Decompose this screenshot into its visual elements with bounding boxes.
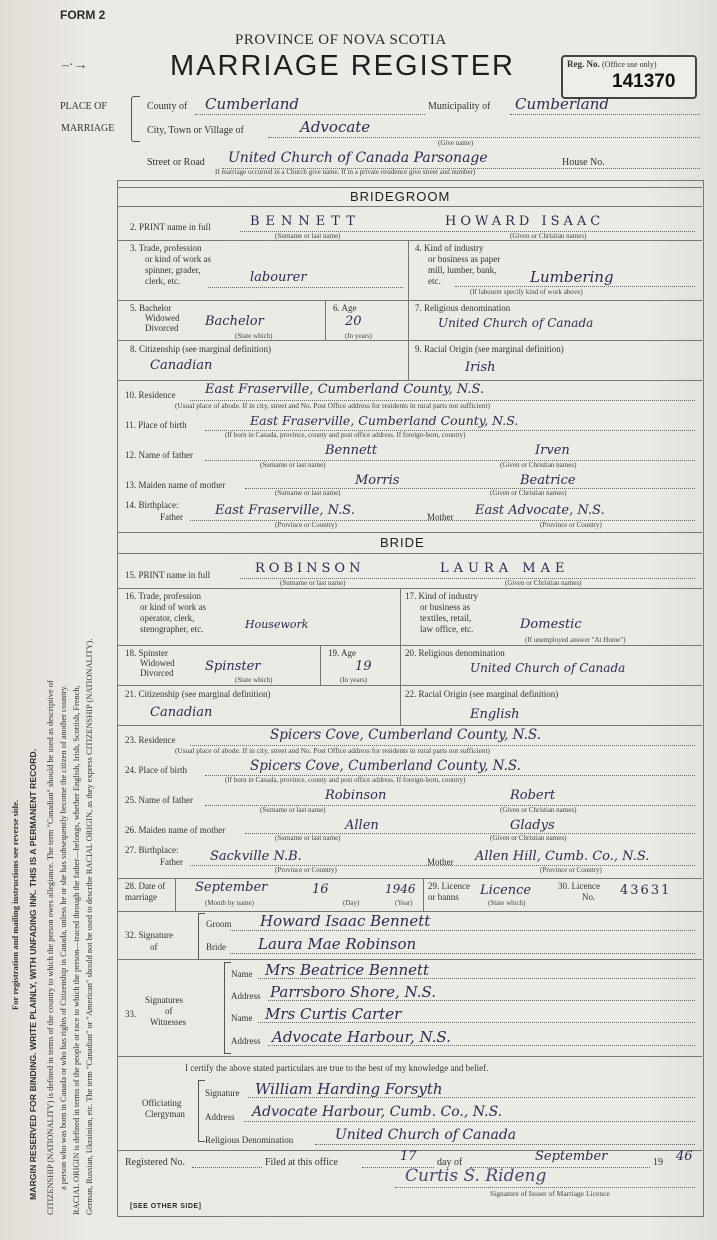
given-note: (Given or Christian names) [490, 489, 567, 497]
field-4-label-3: mill, lumber, bank, [428, 265, 497, 275]
line [244, 1121, 695, 1122]
rule [408, 340, 409, 380]
rule [400, 685, 401, 725]
field-4-label-2: or business as paper [428, 254, 501, 264]
field-26-label: 26. Maiden name of mother [125, 825, 226, 835]
field-15-label: 15. PRINT name in full [125, 570, 211, 580]
years-note: (In years) [345, 332, 373, 340]
field-19-label: 19. Age [328, 648, 356, 658]
birth-note: (If born in Canada, province, county and post office address. If foreign-born, country) [225, 776, 466, 784]
birth-note: (If born in Canada, province, county and post office address. If foreign-born, country) [225, 431, 466, 439]
sidebar-line-5: RACIAL ORIGIN is defined in terms of the people or race to which the person—traced through the father—belongs, whether English, Irish, Scottish, French, [72, 685, 81, 1215]
groom-age: 20 [345, 314, 362, 329]
bride-industry: Domestic [520, 617, 582, 632]
month-note: (Month by name) [205, 899, 254, 907]
witness1-name-label: Name [231, 969, 253, 979]
place-of-label: PLACE OF [60, 101, 107, 112]
rule [118, 532, 702, 533]
certify-statement: I certify the above stated particulars are true to the best of my knowledge and belief. [185, 1063, 489, 1073]
given-note: (Given or Christian names) [505, 579, 582, 587]
officiating-label-2: Clergyman [145, 1109, 185, 1119]
field-22-label: 22. Racial Origin (see marginal definition) [405, 689, 559, 699]
unemployed-note: (If unemployed answer "At Home") [525, 636, 626, 644]
bride-father-birth: Sackville N.B. [210, 849, 302, 864]
rule [118, 959, 702, 960]
clergy-address: Advocate Harbour, Cumb. Co., N.S. [252, 1104, 503, 1120]
groom-residence: East Fraserville, Cumberland County, N.S. [205, 382, 485, 397]
witness2-address: Advocate Harbour, N.S. [272, 1028, 451, 1046]
line [230, 930, 695, 931]
rule [118, 240, 702, 241]
field-30-label-2: No. [582, 892, 596, 902]
field-16-label-3: operator, clerk, [140, 613, 195, 623]
groom-trade: labourer [250, 270, 307, 285]
rule [118, 553, 702, 554]
witness2-address-label: Address [231, 1036, 261, 1046]
filed-year: 46 [676, 1149, 693, 1164]
bride-father-surname: Robinson [325, 788, 387, 803]
field-9-label: 9. Racial Origin (see marginal definition) [415, 344, 564, 354]
given-note: (Given or Christian names) [500, 461, 577, 469]
field-24-label: 24. Place of birth [125, 765, 187, 775]
rule [175, 878, 176, 911]
groom-industry: Lumbering [530, 268, 614, 286]
sidebar-line-3: CITIZENSHIP (NATIONALITY) is defined in terms of the country to which the person owes allegiance. The term "Canadian" should be used as descriptive of [46, 680, 55, 1215]
field-16-label-1: 16. Trade, profession [125, 591, 201, 601]
given-note: (Given or Christian names) [510, 232, 587, 240]
rule [118, 725, 702, 726]
rule [320, 645, 321, 685]
groom-mother-birth: East Advocate, N.S. [475, 503, 605, 518]
line [455, 286, 695, 287]
field-28-label-2: marriage [125, 892, 157, 902]
field-20-label: 20. Religious denomination [405, 648, 505, 658]
place-bracket [131, 96, 140, 142]
witness2-name-label: Name [231, 1013, 253, 1023]
father-label: Father [160, 512, 183, 522]
line [192, 1167, 262, 1168]
groom-surname: BENNETT [250, 214, 361, 229]
field-23-label: 23. Residence [125, 735, 176, 745]
municipality-label: Municipality of [428, 101, 491, 112]
clergy-signature: William Harding Forsyth [255, 1080, 443, 1098]
field-8-label: 8. Citizenship (see marginal definition) [130, 344, 272, 354]
groom-sig-label: Groom [206, 919, 232, 929]
field-32-label: 32. Signature [125, 930, 173, 940]
bride-mother-surname: Allen [345, 818, 379, 833]
clergy-religion-label: Religious Denomination [205, 1135, 294, 1145]
field-4-label-4: etc. [428, 276, 441, 286]
marriage-label: MARRIAGE [61, 123, 115, 134]
given-note: (Given or Christian names) [500, 806, 577, 814]
given-note: (Given or Christian names) [490, 834, 567, 842]
sidebar-line-1: For registration and mailing instructions see reverse side. [10, 799, 20, 1010]
marriage-year: 1946 [385, 882, 416, 896]
filed-day: 17 [400, 1149, 417, 1164]
surname-note: (Surname or last name) [275, 232, 341, 240]
rule [118, 380, 702, 381]
industry-note: (If labourer specify kind of work above) [470, 288, 583, 296]
street-value: United Church of Canada Parsonage [228, 150, 488, 166]
bride-mother-birth: Allen Hill, Cumb. Co., N.S. [475, 849, 650, 864]
line [395, 1187, 695, 1188]
father-label: Father [160, 857, 183, 867]
field-7-label: 7. Religious denomination [415, 303, 511, 313]
day-note: (Day) [343, 899, 360, 907]
rule [118, 645, 702, 646]
years-note: (In years) [340, 676, 368, 684]
field-5-label-2: Widowed [145, 313, 180, 323]
county-value: Cumberland [205, 95, 300, 113]
bride-given: LAURA MAE [440, 561, 570, 576]
bride-sig-label: Bride [206, 942, 226, 952]
rule [118, 206, 702, 207]
bride-mother-given: Gladys [510, 818, 555, 833]
reg-note: (Office use only) [602, 60, 657, 69]
field-17-label-3: textiles, retail, [420, 613, 472, 623]
field-10-label: 10. Residence [125, 390, 176, 400]
county-label: County of [147, 101, 188, 112]
clergy-sig-label: Signature [205, 1088, 240, 1098]
field-13-label: 13. Maiden name of mother [125, 480, 226, 490]
groom-birthplace: East Fraserville, Cumberland County, N.S. [250, 413, 519, 428]
bride-surname: ROBINSON [255, 561, 365, 576]
form-number: FORM 2 [60, 8, 106, 22]
bridegroom-heading: BRIDEGROOM [350, 189, 451, 204]
rule [118, 588, 702, 589]
state-note: (State which) [235, 332, 273, 340]
bride-birthplace: Spicers Cove, Cumberland County, N.S. [250, 758, 521, 774]
city-value: Advocate [300, 118, 371, 136]
licence-type: Licence [480, 883, 532, 898]
rule [118, 300, 702, 301]
rule [325, 300, 326, 340]
issuer-label: Signature of Issuer of Marriage Licence [490, 1189, 610, 1198]
line [258, 1022, 695, 1023]
residence-note: (Usual place of abode. If in city, street and No. Post Office address for residents in rural parts not sufficient) [175, 746, 490, 755]
witnesses-label-2: of [165, 1006, 173, 1016]
line [268, 1045, 695, 1046]
witnesses-label-3: Witnesses [150, 1017, 187, 1027]
prov-note: (Province or Country) [275, 866, 337, 874]
line [248, 1097, 695, 1098]
groom-status: Bachelor [205, 314, 264, 329]
field-17-label-1: 17. Kind of industry [405, 591, 478, 601]
year-prefix: 19 [653, 1157, 663, 1168]
give-name-note: (Give name) [438, 139, 474, 147]
field-33-label: 33. [125, 1009, 137, 1019]
province-heading: PROVINCE OF NOVA SCOTIA [235, 32, 447, 48]
line [315, 1144, 695, 1145]
rule [423, 878, 424, 911]
field-3-label-1: 3. Trade, profession [130, 243, 202, 253]
surname-note: (Surname or last name) [260, 461, 326, 469]
field-17-label-4: law office, etc. [420, 624, 474, 634]
field-5-label-1: 5. Bachelor [130, 303, 172, 313]
residence-note: (Usual place of abode. If in city, street and No. Post Office address for residents in rural parts not sufficient) [175, 401, 490, 410]
groom-religion: United Church of Canada [438, 316, 594, 330]
reg-no-value: 141370 [612, 71, 676, 92]
field-29-label-2: or banns [428, 892, 459, 902]
marriage-month: September [195, 880, 268, 895]
mother-label: Mother [427, 857, 454, 867]
licence-number: 43631 [620, 883, 672, 898]
groom-citizenship: Canadian [150, 358, 213, 373]
sidebar-line-6: German, Russian, Ukrainian, etc. The term "Canadian" or "American" should not be used to describe RACIAL ORIGIN, as they express CITIZENSHIP (NATIONALITY). [85, 638, 94, 1215]
surname-note: (Surname or last name) [280, 579, 346, 587]
prov-note: (Province or Country) [275, 521, 337, 529]
registered-no-label: Registered No. [125, 1157, 185, 1168]
field-28-label-1: 28. Date of [125, 881, 166, 891]
groom-father-given: Irven [535, 443, 570, 458]
filed-label: Filed at this office [265, 1157, 338, 1168]
rule [408, 240, 409, 300]
year-note: (Year) [395, 899, 413, 907]
clergy-religion: United Church of Canada [335, 1127, 517, 1143]
field-25-label: 25. Name of father [125, 795, 193, 805]
field-16-label-4: stenographer, etc. [140, 624, 204, 634]
clergy-bracket [198, 1080, 205, 1142]
municipality-value: Cumberland [515, 95, 610, 113]
officiating-label-1: Officiating [142, 1098, 182, 1108]
bride-father-given: Robert [510, 788, 556, 803]
surname-note: (Surname or last name) [260, 806, 326, 814]
bride-racial: English [470, 707, 520, 722]
rule [118, 187, 702, 188]
field-12-label: 12. Name of father [125, 450, 193, 460]
line [268, 1000, 695, 1001]
county-line [195, 114, 425, 115]
mother-label: Mother [427, 512, 454, 522]
sig-bracket [198, 913, 205, 960]
field-6-label: 6. Age [333, 303, 357, 313]
rule [118, 340, 702, 341]
groom-given: HOWARD ISAAC [445, 214, 605, 229]
field-29-label-1: 29. Licence [428, 881, 470, 891]
bride-age: 19 [355, 659, 372, 674]
rule [400, 588, 401, 645]
rule [118, 685, 702, 686]
bride-heading: BRIDE [380, 535, 425, 550]
field-11-label: 11. Place of birth [125, 420, 187, 430]
house-label: House No. [562, 157, 605, 168]
municipality-line [510, 114, 700, 115]
bride-residence: Spicers Cove, Cumberland County, N.S. [270, 727, 541, 743]
state-note: (State which) [488, 899, 526, 907]
line [190, 865, 695, 866]
reg-label: Reg. No. [567, 59, 600, 69]
marriage-day: 16 [312, 882, 329, 897]
surname-note: (Surname or last name) [275, 489, 341, 497]
groom-mother-given: Beatrice [520, 473, 576, 488]
rule [400, 645, 401, 685]
bride-trade: Housework [245, 618, 309, 631]
field-3-label-4: clerk, etc. [145, 276, 181, 286]
groom-signature: Howard Isaac Bennett [260, 912, 431, 930]
witness1-address: Parrsboro Shore, N.S. [270, 983, 436, 1001]
witness2-name: Mrs Curtis Carter [265, 1005, 402, 1023]
field-4-label-1: 4. Kind of industry [415, 243, 484, 253]
rule [118, 878, 702, 879]
f2-label: 2. PRINT name in full [130, 222, 211, 232]
rule [118, 1056, 702, 1057]
issuer-signature: Curtis S. Rideng [405, 1166, 547, 1186]
line [258, 978, 695, 979]
street-label: Street or Road [147, 157, 205, 168]
witness1-address-label: Address [231, 991, 261, 1001]
field-27-label: 27. Birthplace: [125, 845, 179, 855]
field-18-label-2: Widowed [140, 658, 175, 668]
see-other-side: [SEE OTHER SIDE] [130, 1203, 202, 1210]
form-title: MARRIAGE REGISTER [170, 50, 515, 82]
bride-status: Spinster [205, 659, 261, 674]
field-18-label-3: Divorced [140, 668, 174, 678]
field-3-label-2: or kind of work as [145, 254, 211, 264]
field-32-of: of [150, 942, 158, 952]
groom-father-birth: East Fraserville, N.S. [215, 503, 355, 518]
groom-mother-surname: Morris [355, 473, 400, 488]
field-14-label: 14. Birthplace: [125, 500, 179, 510]
field-17-label-2: or business as [420, 602, 470, 612]
state-note: (State which) [235, 676, 273, 684]
witnesses-label-1: Signatures [145, 995, 183, 1005]
street-note: If marriage occurred in a Church give name. If in a private residence give street and number) [215, 168, 476, 176]
witness-bracket [224, 962, 231, 1054]
prov-note: (Province or Country) [540, 521, 602, 529]
line [230, 953, 695, 954]
field-30-label: 30. Licence [558, 881, 600, 891]
groom-racial: Irish [465, 360, 496, 375]
arrow-mark: –·→ [62, 58, 88, 73]
prov-note: (Province or Country) [540, 866, 602, 874]
line [208, 287, 403, 288]
witness1-name: Mrs Beatrice Bennett [265, 961, 430, 979]
field-3-label-3: spinner, grader, [145, 265, 201, 275]
field-18-label-1: 18. Spinster [125, 648, 169, 658]
field-16-label-2: or kind of work as [140, 602, 206, 612]
clergy-address-label: Address [205, 1112, 235, 1122]
field-5-label-3: Divorced [145, 323, 179, 333]
field-21-label: 21. Citizenship (see marginal definition) [125, 689, 271, 699]
city-line [268, 137, 700, 138]
city-label: City, Town or Village of [147, 125, 244, 136]
bride-religion: United Church of Canada [470, 661, 626, 675]
sidebar-line-2: MARGIN RESERVED FOR BINDING. WRITE PLAINLY, WITH UNFADING INK. THIS IS A PERMANENT RECORD. [28, 748, 38, 1200]
bride-citizenship: Canadian [150, 705, 213, 720]
line [190, 520, 695, 521]
groom-father-surname: Bennett [325, 443, 378, 458]
reg-no-label [567, 59, 657, 69]
surname-note: (Surname or last name) [275, 834, 341, 842]
rule [408, 300, 409, 340]
bride-signature: Laura Mae Robinson [258, 935, 417, 953]
sidebar-line-4: a person who was born in Canada or who has rights of Citizenship in Canada, unless he or she has subsequently become the citizen of another country. [59, 684, 68, 1190]
filed-month: September [535, 1149, 608, 1164]
day-of-label: day of [437, 1157, 463, 1168]
field-2-label [130, 222, 211, 232]
